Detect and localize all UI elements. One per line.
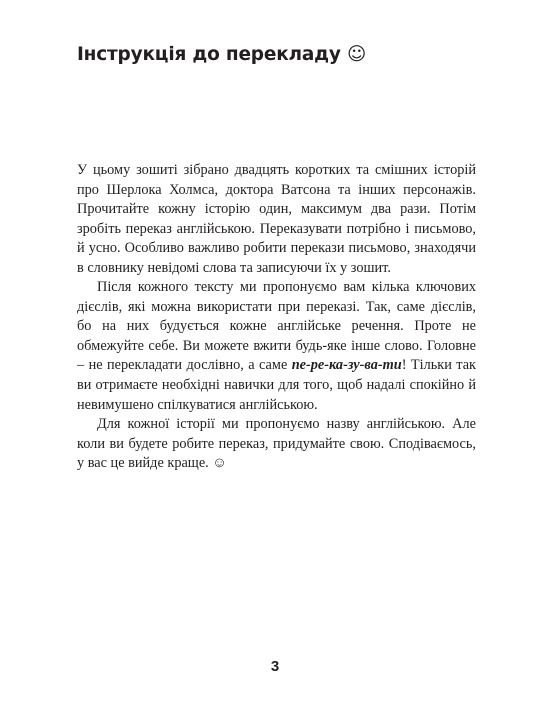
paragraph-intro: У цьому зошиті зібрано двадцять коротких та смішних історій про Шерлока Холмса, доктора Ватсона та інших персонажів. Прочитайте кожну історію один, максимум два рази. Потім зробіть переказ англійською. Переказувати потрібно і письмово, й усно. Особливо важливо робити перекази письмово, знаходячи в словнику невідомі слова та записуючи їх у зошит. xyxy=(77,162,476,276)
emphasized-retell-word: пе-ре-ка-зу-ва-ти xyxy=(291,357,402,374)
page-title: Інструкція до перекладу ☺ xyxy=(77,44,367,65)
page-number: 3 xyxy=(270,658,280,675)
instructions-body xyxy=(77,161,476,474)
paragraph-key-verbs xyxy=(77,278,476,415)
paragraph-key-verbs-text-before: Після кожного тексту ми пропонуємо вам кілька ключових дієслів, які можна використати при переказі. Так, саме дієслів, бо на них будується кожне англійське речення. Проте не обмежуйте себе. Ви можете вжити будь-яке інше слово. Головне – не перекладати дослівно, а саме xyxy=(77,279,476,374)
paragraph-story-titles: Для кожної історії ми пропонуємо назву англійською. Але коли ви будете робите переказ, придумайте свою. Сподіваємось, у вас це вийде краще. ☺ xyxy=(77,416,476,472)
paragraph-key-verbs-text-after: ! Тільки так ви отримаєте необхідні навички для того, щоб надалі спокійно й невимушено спілкуватися англійською. xyxy=(77,357,476,413)
